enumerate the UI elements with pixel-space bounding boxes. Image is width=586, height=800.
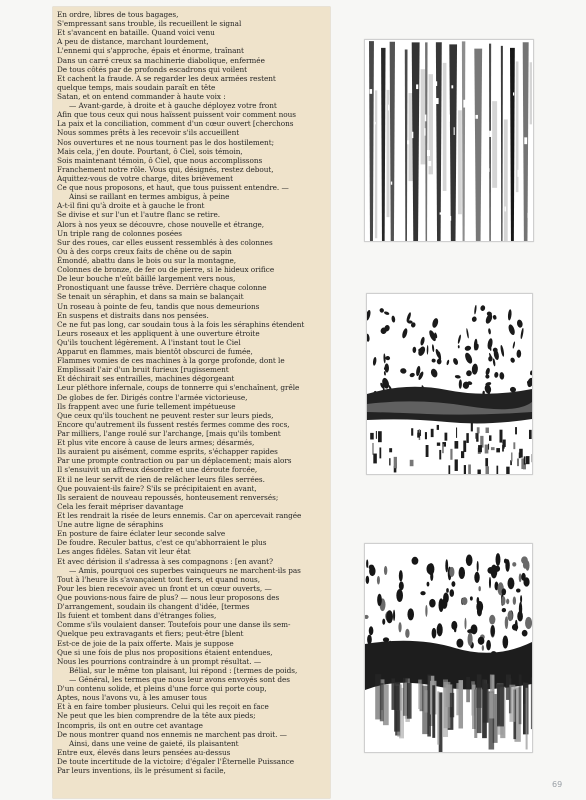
poem-line: Alors à nos yeux se découvre, chose nouvelle et étrange, <box>57 219 265 229</box>
poem-line: D'un contenu solide, et pleins d'une force qui porte coup, <box>57 684 267 694</box>
poem-line: — Amis, pourquoi ces superbes vainqueurs ne marchent-ils pas <box>69 565 301 575</box>
poem-line: A peu de distance, marchant lourdement, <box>57 37 209 47</box>
poem-line: — Avant-garde, à droite et à gauche déployez votre front <box>69 101 277 111</box>
poem-line: De globes de fer. Dirigés contre l'armée victorieuse, <box>57 392 248 402</box>
poem-line: Que pouvaient-ils faire? S'ils se précipitaient en avant, <box>57 483 257 493</box>
illustration-ink-splatter-band <box>366 293 533 475</box>
poem-line: Entre eux, élevés dans leurs pensées au-dessus <box>57 747 231 757</box>
illustration-ink-reflection <box>364 543 533 753</box>
poem-line: Il s'ensuivit un affreux désordre et une déroute forcée, <box>57 465 258 475</box>
poem-line: Émondé, abattu dans le bois ou sur la montagne, <box>57 255 237 265</box>
poem-line: Colonnes de bronze, de fer ou de pierre, si le hideux orifice <box>57 265 275 275</box>
poem-line: Afin que tous ceux qui nous haïssent puissent voir comment nous <box>57 110 296 120</box>
poem-line: Les anges fidèles. Satan vit leur état <box>57 547 191 557</box>
poem-line: Que ceux qu'ils touchent ne peuvent rester sur leurs pieds, <box>57 410 274 420</box>
poem-line: Nous les pourrions contraindre à un prompt résultat. — <box>57 656 262 666</box>
poem-line: Ce que nous proposons, et haut, que tous puissent entendre. — <box>57 183 289 193</box>
poem-line: La paix et la conciliation, comment d'un cœur ouvert [cherchons <box>57 119 294 129</box>
poem-line: Se tenait un séraphin, et dans sa main se balançait <box>57 292 244 302</box>
poem-line: Aptes, nous l'avons vu, à les amuser tous <box>57 693 207 703</box>
poem-line: Franchement notre rôle. Vous qui, désignés, restez debout, <box>57 164 274 174</box>
poem-line: Que si une fois de plus nos propositions étaient entendues, <box>57 647 273 657</box>
poem-line: Est-ce de joie de la paix offerte. Mais je suppose <box>57 638 234 648</box>
poem-line: Que pouvions-nous faire de plus? — nous leur proposons des <box>57 593 280 602</box>
poem-line: Et s'avancent en bataille. Quand voici venu <box>57 28 215 38</box>
poem-line: Cela les ferait mépriser davantage <box>57 501 184 511</box>
poem-line: Dans un carré creux sa machinerie diabolique, enfermée <box>57 55 265 65</box>
poem-line: Ils auraient pu aisément, comme esprits, s'échapper rapides <box>57 447 278 457</box>
poem-line: Pour les bien recevoir avec un front et un cœur ouverts, — <box>57 583 272 593</box>
poem-line: Et déchirait ses entrailles, machines dégorgeant <box>57 374 235 384</box>
poem-line: Nous sommes prêts à les recevoir s'ils accueillent <box>57 128 240 138</box>
poem-line: En suspens et distraits dans nos pensées. <box>57 310 209 320</box>
poem-line: En posture de faire éclater leur seconde salve <box>57 529 226 539</box>
poem-line: Ainsi se raillant en termes ambigus, à peine <box>69 192 230 202</box>
poem-line: Incompris, ils ont en outre cet avantage <box>57 720 203 730</box>
poem-line: Une autre ligne de séraphins <box>57 520 164 530</box>
poem-line: Et les rendrait la risée de leurs ennemis. Car on apercevait rangée <box>57 511 302 521</box>
poem-line: De toute incertitude de la victoire; d'égaler l'Éternelle Puissance <box>57 756 295 766</box>
poem-line: Satan, et on entend commander à haute voix : <box>57 91 226 101</box>
poem-line: Ils seraient de nouveau repoussés, honteusement renversés; <box>57 492 279 502</box>
poem-line: Aquittez-vous de votre charge, dites brièvement <box>57 173 233 183</box>
poem-line: Ainsi, dans une veine de gaieté, ils plaisantent <box>69 738 239 748</box>
poem-line: Flammes vomies de ces machines à la gorge profonde, dont le <box>57 356 285 366</box>
poem-line: Par milliers, l'ange roulé sur l'archange, [mais qu'ils tombent <box>57 429 281 439</box>
poem-line: Sois maintenant témoin, ô Ciel, que nous accomplissons <box>57 155 263 165</box>
poem-line: Par leurs inventions, ils le présument si facile, <box>57 766 226 776</box>
poem-line: Pronostiquant une fausse trêve. Derrière chaque colonne <box>57 283 267 293</box>
poem-line: D'arrangement, soudain ils changent d'idée, [termes <box>57 602 250 612</box>
poem-line: Se divise et sur l'un et l'autre flanc se retire. <box>57 210 220 220</box>
poem-line: Et cachent la fraude. A se regarder les deux armées restent <box>57 73 276 83</box>
illustration-tree-trunks <box>364 39 534 242</box>
poem-line: Et avec dérision il s'adressa à ses compagnons : [en avant? <box>57 556 273 566</box>
tree-trunks-drawing <box>365 40 533 241</box>
poem-line: Un roseau à pointe de feu, tandis que nous demeurions <box>57 301 260 311</box>
poem-line: Apparut en flammes, mais bientôt obscurci de fumée, <box>57 347 253 357</box>
poem-line: Ne peut que les bien comprendre de la tête aux pieds; <box>57 711 256 721</box>
poem-line: De foudre. Reculer battus, c'est ce qu'abhorraient le plus <box>57 538 267 548</box>
poem-line: Encore qu'autrement ils fussent restés fermes comme des rocs, <box>57 419 290 429</box>
poem-line: Ils frappent avec une furie tellement impétueuse <box>57 401 236 411</box>
poem-line: Qu'ils touchent légèrement. A l'instant tout le Ciel <box>57 337 241 347</box>
page-number: 69 <box>552 780 563 789</box>
poem-line: Emplissait l'air d'un bruit furieux [rugissement <box>57 365 229 375</box>
poem-line: Un triple rang de colonnes posées <box>57 228 182 238</box>
poem-line: Et il ne leur servit de rien de relâcher leurs files serrées. <box>57 474 265 484</box>
poem-line: L'ennemi qui s'approche, épais et énorme, traînant <box>57 46 244 56</box>
poem-line: Quelque peu extravagants et fiers; peut-être [blent <box>57 629 244 639</box>
poem-line: De tous côtés par de profonds escadrons qui voilent <box>57 64 248 74</box>
poem-line: Ou à des corps creux faits de chêne ou de sapin <box>57 246 232 256</box>
ink-reflection-drawing <box>365 544 532 752</box>
poem-line: En ordre, libres de tous bagages, <box>57 10 179 19</box>
poem-line: Sur des roues, car elles eussent ressemblés à des colonnes <box>57 237 273 247</box>
poem-line: Nos ouvertures et ne nous tournent pas le dos hostilement; <box>57 137 274 147</box>
poem-line: Mais cela, j'en doute. Pourtant, ô Ciel, sois témoin, <box>57 146 243 156</box>
poem-line: Leurs roseaux et les appliquent à une ouverture étroite <box>57 328 260 338</box>
poem-line: De nous montrer quand nos ennemis ne marchent pas droit. — <box>57 729 287 739</box>
poem-line: S'empressant sans trouble, ils recueillent le signal <box>57 19 242 29</box>
poem-line: quelque temps, mais soudain paraît en tête <box>57 82 216 92</box>
poem-line: Ce ne fut pas long, car soudain tous à la fois les séraphins étendent <box>57 319 305 329</box>
poem-line: Comme s'ils voulaient danser. Toutefois pour une danse ils sem- <box>57 620 291 630</box>
poem-text <box>57 10 328 775</box>
poem-line: Et plus vite encore à cause de leurs armes; désarmés, <box>57 438 255 448</box>
ink-splatter-band-drawing <box>367 294 532 474</box>
poem-line: Ils fuient et tombent dans d'étranges folies, <box>57 611 217 621</box>
poem-line: De leur bouche n'eût bâillé largement vers nous, <box>57 274 236 284</box>
poem-line: — Général, les termes que nous leur avons envoyés sont des <box>69 674 290 684</box>
poem-line: A-t-il fini qu'à droite et à gauche le front <box>57 201 205 211</box>
newspaper-clipping <box>53 7 330 798</box>
poem-line: Tout à l'heure ils s'avançaient tout fiers, et quand nous, <box>57 574 260 584</box>
poem-line: Par une prompte contraction ou par un déplacement; mais alors <box>57 456 292 466</box>
poem-line: Leur pléthore infernale, coups de tonnerre qui s'enchaînent, grêle <box>57 383 300 393</box>
poem-line: Et à en faire tomber plusieurs. Celui qui les reçoit en face <box>57 702 269 712</box>
poem-line: Bélial, sur le même ton plaisant, lui répond : [termes de poids, <box>69 665 298 675</box>
